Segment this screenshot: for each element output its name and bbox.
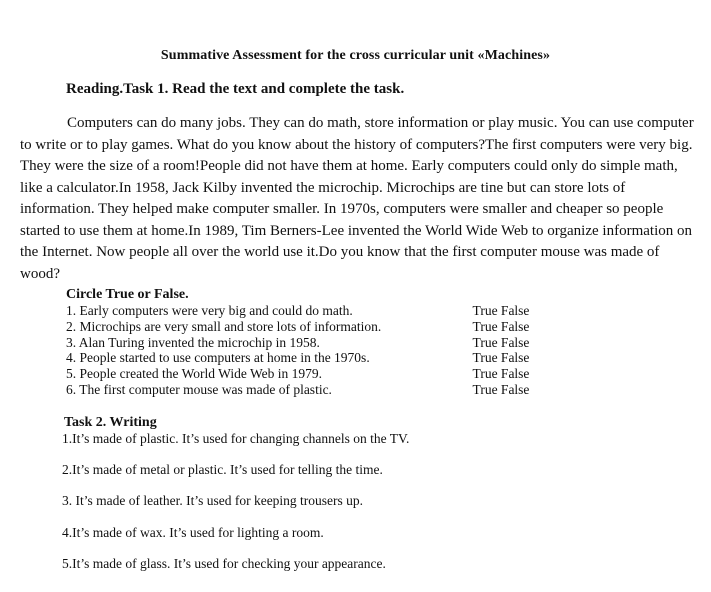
true-false-item <box>66 319 546 335</box>
reading-text: Computers can do many jobs. They can do math, store information or play music. You can use computer to write or to play games. What do you know about the history of computers?The first computers were very big. They were the size of a room!People did not have them at home. Early computers could only do simple math, like a calculator.In 1958, Jack Kilby invented the microchip. Microchips are tine but can store lots of information. They helped make computer smaller. In 1970s, computers were smaller and cheaper so people started to use them at home.In 1989, Tim Berners-Lee invented the World Wide Web to organize information on the Internet. Now people all over the world use it.Do you know that the first computer mouse was made of wood? <box>20 115 694 282</box>
true-false-item <box>66 382 546 398</box>
true-false-item <box>66 366 546 382</box>
statement: 3. Alan Turing invented the microchip in 1958. <box>66 334 320 350</box>
true-false-options[interactable]: True False <box>472 334 530 350</box>
true-false-heading: Circle True or False. <box>66 287 189 302</box>
writing-section <box>62 415 410 571</box>
true-false-options[interactable]: True False <box>472 303 530 318</box>
document-title: Summative Assessment for the cross curricular unit «Machines» <box>160 48 551 63</box>
writing-item: 1.It’s made of plastic. It’s used for changing channels on the TV. <box>62 431 410 446</box>
writing-item: 5.It’s made of glass. It’s used for checking your appearance. <box>62 556 386 571</box>
statement: 2. Microchips are very small and store lots of information. <box>66 318 382 334</box>
true-false-section <box>66 287 546 398</box>
true-false-options[interactable]: True False <box>472 366 530 382</box>
writing-item: 3. It’s made of leather. It’s used for keeping trousers up. <box>62 493 364 508</box>
task1-heading: Reading.Task 1. Read the text and complete the task. <box>66 81 405 97</box>
true-false-item <box>66 335 546 351</box>
true-false-item <box>66 303 546 319</box>
writing-item: 4.It’s made of wax. It’s used for lighting a room. <box>62 525 324 540</box>
writing-item: 2.It’s made of metal or plastic. It’s used for telling the time. <box>62 462 383 477</box>
statement: 1. Early computers were very big and could do math. <box>66 303 353 318</box>
true-false-options[interactable]: True False <box>472 318 530 334</box>
true-false-options[interactable]: True False <box>472 350 530 366</box>
task2-heading: Task 2. Writing <box>64 415 157 430</box>
statement: 5. People created the World Wide Web in 1979. <box>66 366 322 382</box>
statement: 6. The first computer mouse was made of plastic. <box>66 381 332 397</box>
statement: 4. People started to use computers at home in the 1970s. <box>66 350 370 366</box>
true-false-item <box>66 350 546 366</box>
true-false-options[interactable]: True False <box>472 381 530 397</box>
